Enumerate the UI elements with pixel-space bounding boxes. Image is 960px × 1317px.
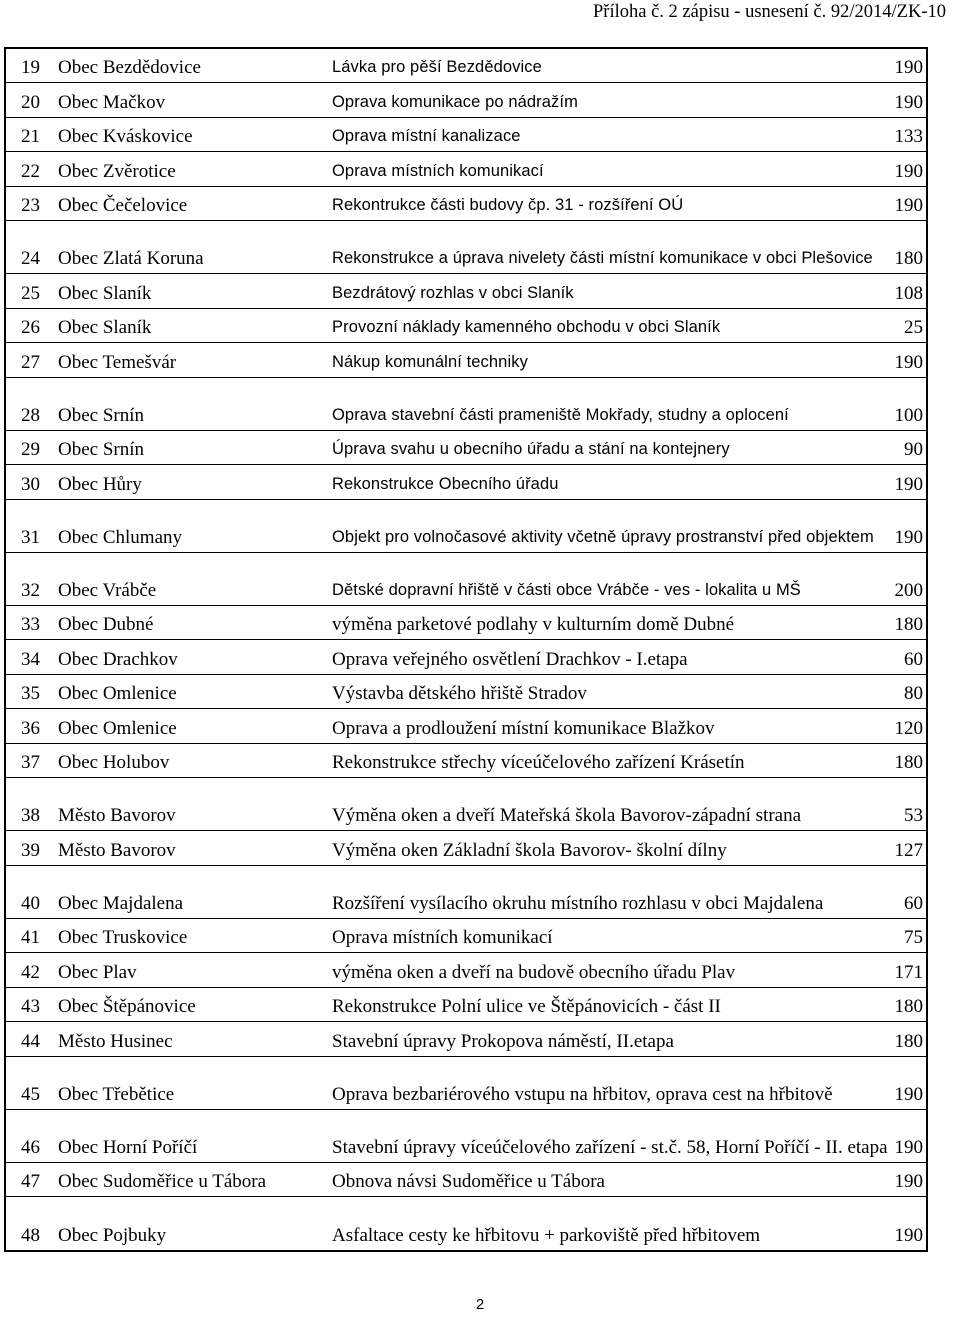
table-row bbox=[5, 1197, 927, 1251]
project-text: Rekonstrukce a úprava nivelety části místní komunikace v obci Plešovice bbox=[332, 249, 873, 267]
project-text: Lávka pro pěší Bezdědovice bbox=[332, 58, 542, 76]
municipality-cell: Obec Drachkov bbox=[55, 640, 329, 675]
amount-cell: 200 bbox=[835, 552, 927, 605]
row-number: 27 bbox=[5, 343, 55, 378]
table-row bbox=[5, 83, 927, 118]
project-cell bbox=[329, 308, 835, 343]
table-row bbox=[5, 274, 927, 309]
project-text: Provozní náklady kamenného obchodu v obci Slaník bbox=[332, 318, 721, 336]
municipality-cell: Obec Holubov bbox=[55, 743, 329, 778]
municipality-cell: Obec Sudoměřice u Tábora bbox=[55, 1162, 329, 1197]
municipality-cell: Obec Hůry bbox=[55, 465, 329, 500]
project-cell bbox=[329, 465, 835, 500]
table-row bbox=[5, 499, 927, 552]
project-cell: Rekonstrukce střechy víceúčelového zařízení Krásetín bbox=[329, 743, 835, 778]
table-row bbox=[5, 709, 927, 744]
amount-cell: 120 bbox=[835, 709, 927, 744]
table-row bbox=[5, 308, 927, 343]
municipality-cell: Obec Srnín bbox=[55, 377, 329, 430]
table-row bbox=[5, 221, 927, 274]
amount-cell: 180 bbox=[835, 221, 927, 274]
amount-cell: 190 bbox=[835, 1109, 927, 1162]
table-row bbox=[5, 552, 927, 605]
table-row bbox=[5, 186, 927, 221]
row-number: 28 bbox=[5, 377, 55, 430]
table-row bbox=[5, 1022, 927, 1057]
project-cell bbox=[329, 48, 835, 83]
project-cell: Stavební úpravy Prokopova náměstí, II.etapa bbox=[329, 1022, 835, 1057]
row-number: 32 bbox=[5, 552, 55, 605]
municipality-cell: Obec Slaník bbox=[55, 274, 329, 309]
project-cell: Oprava bezbariérového vstupu na hřbitov, oprava cest na hřbitově bbox=[329, 1056, 835, 1109]
row-number: 29 bbox=[5, 430, 55, 465]
amount-cell: 190 bbox=[835, 48, 927, 83]
project-cell bbox=[329, 221, 873, 274]
municipality-cell: Obec Chlumany bbox=[55, 499, 329, 552]
project-cell bbox=[329, 377, 835, 430]
project-text: Oprava místních komunikací bbox=[332, 161, 544, 180]
project-text: Dětské dopravní hřiště v části obce Vrábče - ves - lokalita u MŠ bbox=[332, 580, 801, 599]
page-number: 2 bbox=[475, 1296, 485, 1313]
row-number: 25 bbox=[5, 274, 55, 309]
table-row bbox=[5, 465, 927, 500]
row-number: 48 bbox=[5, 1197, 55, 1251]
municipality-cell: Obec Zlatá Koruna bbox=[55, 221, 329, 274]
project-cell bbox=[329, 152, 835, 187]
municipality-cell: Obec Třebětice bbox=[55, 1056, 329, 1109]
table-row bbox=[5, 831, 927, 866]
project-cell: Asfaltace cesty ke hřbitovu + parkoviště před hřbitovem bbox=[329, 1197, 835, 1251]
municipality-cell: Obec Štěpánovice bbox=[55, 987, 329, 1022]
table-row bbox=[5, 987, 927, 1022]
amount-cell: 190 bbox=[835, 343, 927, 378]
project-cell bbox=[329, 274, 835, 309]
municipality-cell: Obec Plav bbox=[55, 953, 329, 988]
table-row bbox=[5, 1056, 927, 1109]
row-number: 23 bbox=[5, 186, 55, 221]
row-number: 33 bbox=[5, 605, 55, 640]
row-number: 40 bbox=[5, 865, 55, 918]
municipality-cell: Město Husinec bbox=[55, 1022, 329, 1057]
municipality-cell: Obec Omlenice bbox=[55, 709, 329, 744]
amount-cell: 190 bbox=[835, 1056, 927, 1109]
municipality-cell: Obec Omlenice bbox=[55, 674, 329, 709]
municipality-cell: Obec Temešvár bbox=[55, 343, 329, 378]
municipality-cell: Obec Horní Poříčí bbox=[55, 1109, 329, 1162]
project-cell bbox=[329, 430, 835, 465]
municipality-cell: Obec Srnín bbox=[55, 430, 329, 465]
row-number: 30 bbox=[5, 465, 55, 500]
municipality-cell: Obec Vrábče bbox=[55, 552, 329, 605]
amount-cell: 60 bbox=[835, 865, 927, 918]
table-row bbox=[5, 918, 927, 953]
row-number: 26 bbox=[5, 308, 55, 343]
municipality-cell: Město Bavorov bbox=[55, 831, 329, 866]
amount-cell: 90 bbox=[835, 430, 927, 465]
municipality-cell: Obec Truskovice bbox=[55, 918, 329, 953]
project-cell: Rekonstrukce Polní ulice ve Štěpánovicích - část II bbox=[329, 987, 835, 1022]
table-row bbox=[5, 674, 927, 709]
table-row bbox=[5, 430, 927, 465]
amount-cell: 75 bbox=[835, 918, 927, 953]
municipality-cell: Obec Zvěrotice bbox=[55, 152, 329, 187]
project-text: Nákup komunální techniky bbox=[332, 352, 528, 371]
amount-cell: 171 bbox=[835, 953, 927, 988]
project-cell: Obnova návsi Sudoměřice u Tábora bbox=[329, 1162, 835, 1197]
municipality-cell: Obec Mačkov bbox=[55, 83, 329, 118]
project-cell: Stavební úpravy víceúčelového zařízení - st.č. 58, Horní Poříčí - II. etapa bbox=[329, 1109, 835, 1162]
project-cell bbox=[329, 552, 835, 605]
amount-cell: 190 bbox=[835, 83, 927, 118]
row-number: 21 bbox=[5, 117, 55, 152]
document-header: Příloha č. 2 zápisu - usnesení č. 92/2014/ZK-10 bbox=[593, 2, 946, 22]
project-cell bbox=[329, 499, 874, 552]
row-number: 41 bbox=[5, 918, 55, 953]
table-row bbox=[5, 605, 927, 640]
amount-cell: 180 bbox=[835, 987, 927, 1022]
row-number: 22 bbox=[5, 152, 55, 187]
municipality-cell: Obec Slaník bbox=[55, 308, 329, 343]
project-cell: Oprava místních komunikací bbox=[329, 918, 835, 953]
table-row bbox=[5, 743, 927, 778]
project-cell: Výstavba dětského hřiště Stradov bbox=[329, 674, 835, 709]
project-text: Objekt pro volnočasové aktivity včetně úpravy prostranství před objektem bbox=[332, 527, 874, 546]
table-row bbox=[5, 778, 927, 831]
row-number: 36 bbox=[5, 709, 55, 744]
table-row bbox=[5, 117, 927, 152]
project-text: Bezdrátový rozhlas v obci Slaník bbox=[332, 283, 574, 302]
table-row bbox=[5, 1162, 927, 1197]
project-text: Rekonstrukce Obecního úřadu bbox=[332, 474, 559, 493]
row-number: 42 bbox=[5, 953, 55, 988]
municipality-cell: Obec Dubné bbox=[55, 605, 329, 640]
project-text: Oprava komunikace po nádražím bbox=[332, 92, 578, 111]
row-number: 35 bbox=[5, 674, 55, 709]
amount-cell: 100 bbox=[835, 377, 927, 430]
amount-cell: 190 bbox=[835, 499, 927, 552]
amount-cell: 180 bbox=[835, 743, 927, 778]
table-row bbox=[5, 152, 927, 187]
amount-cell: 25 bbox=[835, 308, 927, 343]
municipality-cell: Obec Pojbuky bbox=[55, 1197, 329, 1251]
amount-cell: 190 bbox=[835, 465, 927, 500]
project-text: Oprava stavební části prameniště Mokřady, studny a oplocení bbox=[332, 405, 789, 424]
row-number: 34 bbox=[5, 640, 55, 675]
row-number: 44 bbox=[5, 1022, 55, 1057]
row-number: 46 bbox=[5, 1109, 55, 1162]
row-number: 38 bbox=[5, 778, 55, 831]
project-cell: výměna parketové podlahy v kulturním domě Dubné bbox=[329, 605, 835, 640]
row-number: 31 bbox=[5, 499, 55, 552]
municipality-cell: Město Bavorov bbox=[55, 778, 329, 831]
row-number: 19 bbox=[5, 48, 55, 83]
project-cell: Výměna oken a dveří Mateřská škola Bavorov-západní strana bbox=[329, 778, 835, 831]
grants-table-body bbox=[5, 48, 927, 1251]
row-number: 43 bbox=[5, 987, 55, 1022]
amount-cell: 108 bbox=[835, 274, 927, 309]
amount-cell: 180 bbox=[835, 605, 927, 640]
row-number: 45 bbox=[5, 1056, 55, 1109]
project-cell: Rozšíření vysílacího okruhu místního rozhlasu v obci Majdalena bbox=[329, 865, 835, 918]
amount-cell: 190 bbox=[835, 152, 927, 187]
municipality-cell: Obec Kváskovice bbox=[55, 117, 329, 152]
project-cell bbox=[329, 83, 835, 118]
municipality-cell: Obec Majdalena bbox=[55, 865, 329, 918]
table-row bbox=[5, 377, 927, 430]
row-number: 24 bbox=[5, 221, 55, 274]
row-number: 39 bbox=[5, 831, 55, 866]
amount-cell: 53 bbox=[835, 778, 927, 831]
municipality-cell: Obec Bezdědovice bbox=[55, 48, 329, 83]
amount-cell: 60 bbox=[835, 640, 927, 675]
project-cell bbox=[329, 186, 835, 221]
row-number: 37 bbox=[5, 743, 55, 778]
grants-table bbox=[4, 47, 928, 1252]
amount-cell: 190 bbox=[835, 1162, 927, 1197]
amount-cell: 80 bbox=[835, 674, 927, 709]
table-row bbox=[5, 953, 927, 988]
table-row bbox=[5, 343, 927, 378]
project-cell: Oprava a prodloužení místní komunikace Blažkov bbox=[329, 709, 835, 744]
table-row bbox=[5, 640, 927, 675]
row-number: 47 bbox=[5, 1162, 55, 1197]
amount-cell: 133 bbox=[835, 117, 927, 152]
amount-cell: 127 bbox=[835, 831, 927, 866]
table-row bbox=[5, 865, 927, 918]
amount-cell: 190 bbox=[835, 1197, 927, 1251]
project-cell: Oprava veřejného osvětlení Drachkov - I.etapa bbox=[329, 640, 835, 675]
project-text: Rekontrukce části budovy čp. 31 - rozšíření OÚ bbox=[332, 196, 684, 214]
project-cell: výměna oken a dveří na budově obecního úřadu Plav bbox=[329, 953, 835, 988]
table-row bbox=[5, 1109, 927, 1162]
project-cell: Výměna oken Základní škola Bavorov- školní dílny bbox=[329, 831, 835, 866]
table-row bbox=[5, 48, 927, 83]
amount-cell: 180 bbox=[835, 1022, 927, 1057]
municipality-cell: Obec Čečelovice bbox=[55, 186, 329, 221]
row-number: 20 bbox=[5, 83, 55, 118]
project-cell bbox=[329, 343, 835, 378]
project-text: Oprava místní kanalizace bbox=[332, 127, 521, 145]
amount-cell: 190 bbox=[835, 186, 927, 221]
project-cell bbox=[329, 117, 835, 152]
project-text: Úprava svahu u obecního úřadu a stání na kontejnery bbox=[332, 440, 730, 458]
